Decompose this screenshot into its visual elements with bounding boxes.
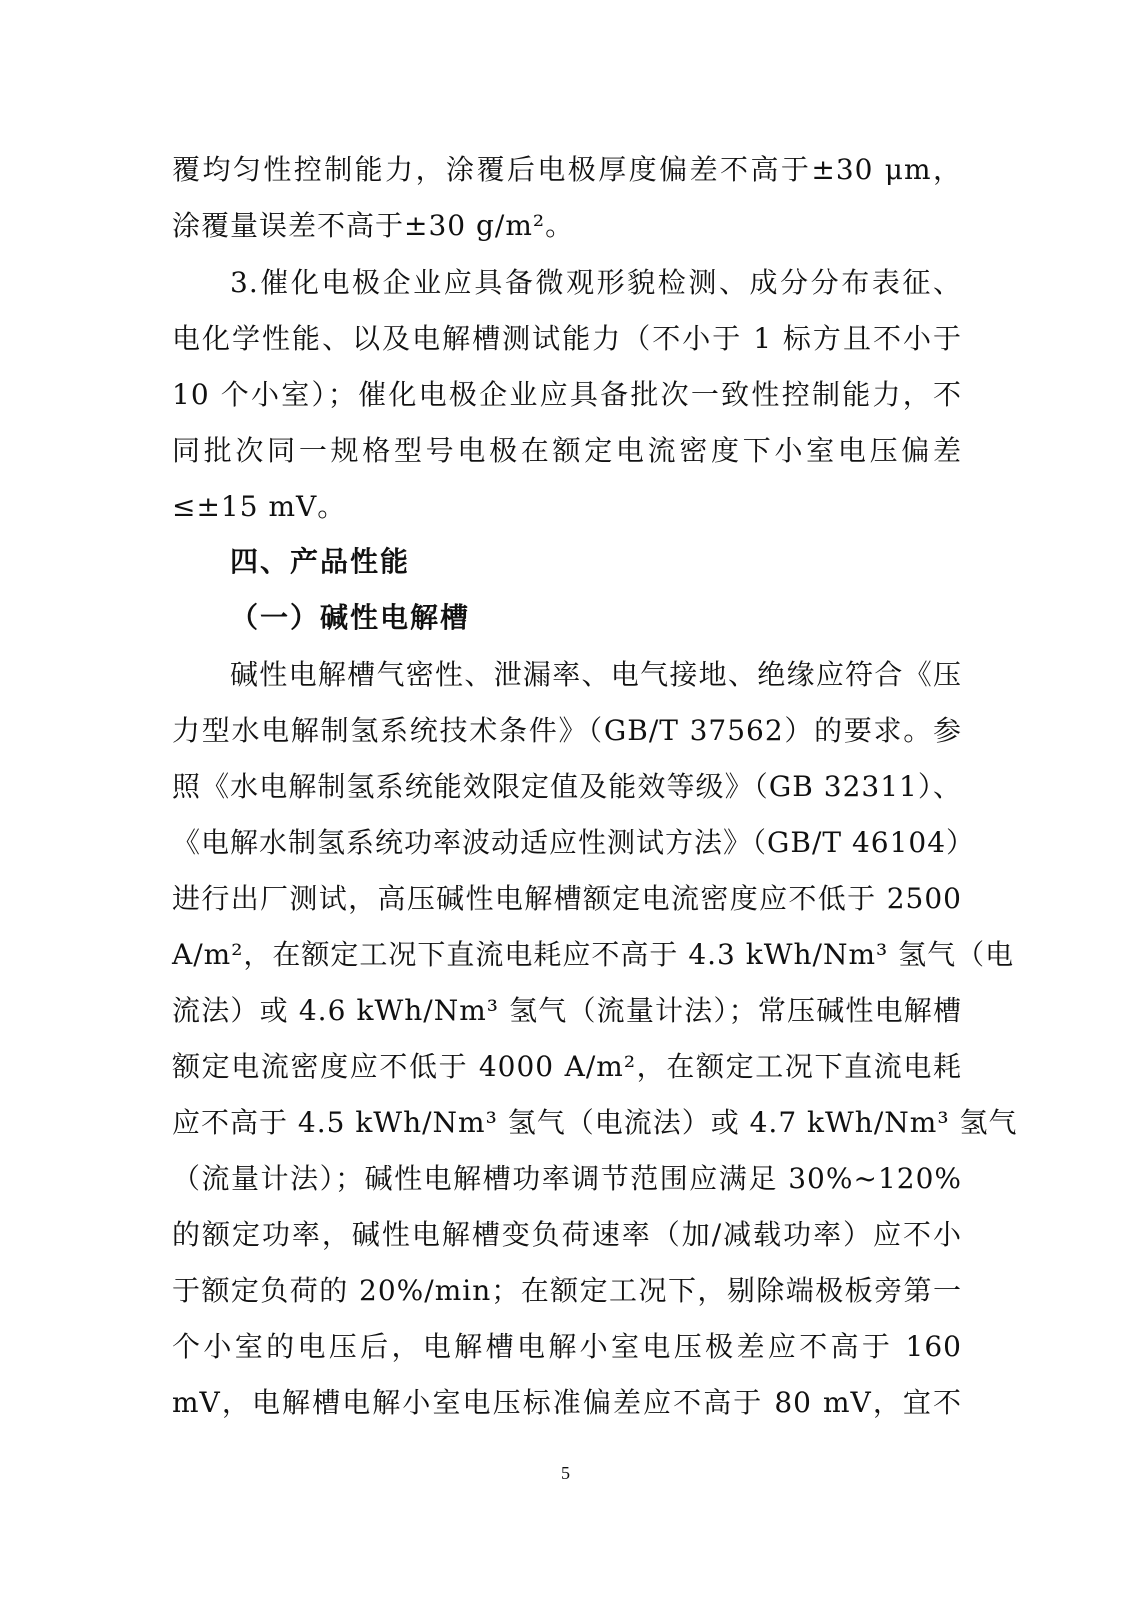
paragraph-line: 《电解水制氢系统功率波动适应性测试方法》（GB/T 46104）: [172, 826, 976, 859]
paragraph-line: 个小室的电压后，电解槽电解小室电压极差应不高于 160: [172, 1330, 962, 1363]
paragraph-line: mV，电解槽电解小室电压标准偏差应不高于 80 mV，宜不: [172, 1386, 962, 1419]
text-line: 同批次同一规格型号电极在额定电流密度下小室电压偏差: [172, 434, 962, 467]
paragraph-line: 于额定负荷的 20%/min；在额定工况下，剔除端极板旁第一: [172, 1274, 962, 1307]
text-line: 覆均匀性控制能力，涂覆后电极厚度偏差不高于±30 μm，: [172, 153, 962, 186]
text-line: 电化学性能、以及电解槽测试能力（不小于 1 标方且不小于: [172, 322, 962, 355]
subsection-heading: （一）碱性电解槽: [230, 601, 471, 634]
paragraph-line: （流量计法）；碱性电解槽功率调节范围应满足 30%~120%: [172, 1162, 962, 1195]
text-line: ≤±15 mV。: [172, 490, 347, 523]
paragraph-line: 额定电流密度应不低于 4000 A/m²，在额定工况下直流电耗: [172, 1050, 962, 1083]
paragraph-line: 碱性电解槽气密性、泄漏率、电气接地、绝缘应符合《压: [230, 658, 962, 691]
paragraph-line: 的额定功率，碱性电解槽变负荷速率（加/减载功率）应不小: [172, 1218, 962, 1251]
paragraph-line: 进行出厂测试，高压碱性电解槽额定电流密度应不低于 2500: [172, 882, 962, 915]
paragraph-line: A/m²，在额定工况下直流电耗应不高于 4.3 kWh/Nm³ 氢气（电: [172, 938, 1015, 971]
text-line: 3.催化电极企业应具备微观形貌检测、成分分布表征、: [230, 266, 962, 299]
paragraph-line: 应不高于 4.5 kWh/Nm³ 氢气（电流法）或 4.7 kWh/Nm³ 氢气: [172, 1106, 1018, 1139]
text-line: 涂覆量误差不高于±30 g/m²。: [172, 209, 575, 242]
paragraph-line: 流法）或 4.6 kWh/Nm³ 氢气（流量计法）；常压碱性电解槽: [172, 994, 962, 1027]
paragraph-line: 照《水电解制氢系统能效限定值及能效等级》（GB 32311）、: [172, 770, 962, 803]
text-line: 10 个小室）；催化电极企业应具备批次一致性控制能力，不: [172, 378, 962, 411]
section-heading: 四、产品性能: [230, 545, 411, 578]
page-number: 5: [561, 1463, 570, 1483]
paragraph-line: 力型水电解制氢系统技术条件》（GB/T 37562）的要求。参: [172, 714, 962, 747]
